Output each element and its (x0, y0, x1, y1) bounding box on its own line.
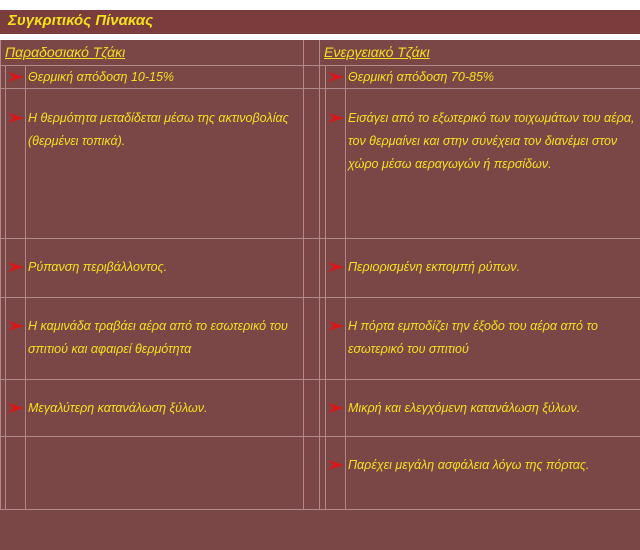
right-bullet (326, 380, 346, 437)
red-arrow-icon (328, 403, 344, 413)
row-spacer (304, 437, 320, 510)
right-bullet (326, 437, 346, 510)
left-bullet (6, 66, 26, 89)
left-text (26, 380, 304, 437)
red-arrow-icon (8, 403, 24, 413)
right-bullet (326, 89, 346, 239)
left-text (26, 239, 304, 298)
cell-text-line: Η πόρτα εμποδίζει την έξοδο του αέρα από το εσωτερικό του σπιτιού (348, 319, 598, 356)
right-text (346, 298, 640, 380)
cell-text-line: Θερμική απόδοση 10-15% (28, 70, 175, 84)
comparison-table (0, 40, 640, 550)
cell-text-line: Η θερμότητα μεταδίδεται μέσω της ακτινοβολίας (θερμένει τοπικά). (28, 111, 289, 148)
right-text (346, 437, 640, 510)
cell-text-line: Ρύπανση περιβάλλοντος. (28, 260, 168, 274)
title-bar (0, 10, 640, 34)
left-bullet (6, 437, 26, 510)
red-arrow-icon (8, 321, 24, 331)
column-header-traditional: Παραδοσιακό Τζάκι (0, 40, 304, 66)
left-text (26, 66, 304, 89)
cell-text-line: Περιορισμένη εκπομπή ρύπων. (348, 260, 521, 274)
left-bullet (6, 298, 26, 380)
cell-text-line: Θερμική απόδοση 70-85% (348, 70, 495, 84)
red-arrow-icon (328, 460, 344, 470)
right-text (346, 89, 640, 239)
red-arrow-icon (8, 113, 24, 123)
cell-text-line: Εισάγει από το εξωτερικό των τοιχωμάτων του αέρα, (348, 111, 635, 125)
left-text (26, 89, 304, 239)
row-spacer (304, 380, 320, 437)
left-bullet (6, 239, 26, 298)
cell-text-line: Παρέχει μεγάλη ασφάλεια λόγω της πόρτας. (348, 458, 590, 472)
right-text (346, 239, 640, 298)
page-title: Συγκριτικός Πίνακας (8, 12, 154, 29)
cell-text-line: τον θερμαίνει και στην συνέχεια τον διανέμει στον χώρο μέσω αεραγωγών ή περσίδων. (348, 134, 618, 171)
red-arrow-icon (8, 72, 24, 82)
cell-text-line: Μεγαλύτερη κατανάλωση ξύλων. (28, 401, 208, 415)
cell-text-line: Η καμινάδα τραβάει αέρα από το εσωτερικό του σπιτιού και αφαιρεί θερμότητα (28, 319, 288, 356)
row-spacer (304, 239, 320, 298)
row-spacer (304, 89, 320, 239)
red-arrow-icon (328, 72, 344, 82)
column-header-energy: Ενεργειακό Τζάκι (320, 40, 640, 66)
right-bullet (326, 239, 346, 298)
red-arrow-icon (328, 113, 344, 123)
cell-text-line: Μικρή και ελεγχόμενη κατανάλωση ξύλων. (348, 401, 581, 415)
right-bullet (326, 66, 346, 89)
left-text (26, 437, 304, 510)
left-bullet (6, 89, 26, 239)
row-spacer (304, 66, 320, 89)
right-text (346, 380, 640, 437)
red-arrow-icon (328, 262, 344, 272)
right-bullet (326, 298, 346, 380)
row-spacer (304, 298, 320, 380)
left-text (26, 298, 304, 380)
column-spacer (304, 40, 320, 66)
red-arrow-icon (328, 321, 344, 331)
right-text (346, 66, 640, 89)
red-arrow-icon (8, 262, 24, 272)
left-bullet (6, 380, 26, 437)
